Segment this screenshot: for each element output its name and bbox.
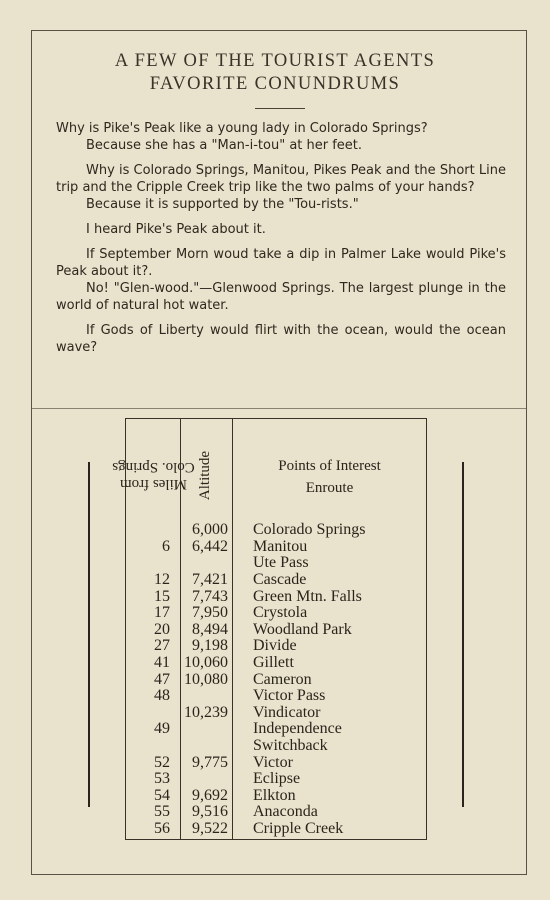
- point-cell: Cripple Creek: [253, 819, 344, 837]
- section-divider: [32, 408, 526, 409]
- joke-question: Why is Colorado Springs, Manitou, Pikes Peak and the Short Line trip and the Cripple Creek trip like the two palms of your hands?: [56, 163, 506, 195]
- title-line-1: A FEW OF THE TOURIST AGENTS: [114, 51, 436, 71]
- altitude-header-text: Altitude: [197, 450, 214, 500]
- joke-answer: No! "Glen-wood."—Glenwood Springs. The largest plunge in the world of natural hot water.: [56, 281, 506, 313]
- miles-cell: 54: [154, 786, 170, 804]
- altitude-cell: 6,442: [192, 537, 228, 555]
- miles-cell: 6: [162, 537, 170, 555]
- table-row: [127, 638, 425, 655]
- points-column-header: [233, 455, 426, 499]
- table-row: [127, 655, 425, 672]
- table-row: [127, 754, 425, 771]
- table-body: [127, 522, 425, 837]
- altitude-cell: 10,239: [184, 703, 228, 721]
- altitude-cell: 9,692: [192, 786, 228, 804]
- conundrum-list: [56, 120, 506, 364]
- miles-cell: 56: [154, 819, 170, 837]
- table-row: [127, 572, 425, 589]
- point-cell: Green Mtn. Falls: [253, 587, 362, 605]
- table-row: [127, 721, 425, 738]
- point-cell: Gillett: [253, 654, 294, 672]
- table-row: [127, 522, 425, 539]
- table-row: [127, 622, 425, 639]
- point-cell: Victor: [253, 753, 293, 771]
- miles-cell: 20: [154, 620, 170, 638]
- page-title: [0, 50, 550, 96]
- table-row: [127, 771, 425, 788]
- miles-cell: 15: [154, 587, 170, 605]
- altitude-cell: 7,743: [192, 587, 228, 605]
- joke-question: Why is Pike's Peak like a young lady in Colorado Springs?: [56, 121, 428, 136]
- point-cell: Anaconda: [253, 803, 318, 821]
- altitude-cell: 9,516: [192, 803, 228, 821]
- miles-cell: 27: [154, 637, 170, 655]
- table-row: [127, 738, 425, 755]
- altitude-cell: 9,198: [192, 637, 228, 655]
- title-line-2: FAVORITE CONUNDRUMS: [149, 74, 401, 94]
- miles-column-header: [111, 425, 195, 525]
- point-cell: Crystola: [253, 604, 308, 622]
- miles-header-text: Miles from Colo. Springs: [111, 459, 195, 492]
- miles-cell: 12: [154, 571, 170, 589]
- point-cell: Independence: [253, 720, 342, 738]
- altitude-cell: 9,775: [192, 753, 228, 771]
- title-divider: [255, 108, 305, 109]
- miles-cell: 17: [154, 604, 170, 622]
- joke-answer: Because it is supported by the "Tou-rists.": [86, 197, 359, 212]
- miles-cell: 48: [154, 687, 170, 705]
- table-row: [127, 605, 425, 622]
- left-margin-rule: [88, 462, 90, 807]
- point-cell: Vindicator: [253, 703, 321, 721]
- miles-cell: 53: [154, 770, 170, 788]
- miles-cell: 47: [154, 670, 170, 688]
- miles-cell: 55: [154, 803, 170, 821]
- table-row: [127, 555, 425, 572]
- table-row: [127, 588, 425, 605]
- point-cell: Colorado Springs: [253, 521, 366, 539]
- altitude-cell: 7,950: [192, 604, 228, 622]
- joke-answer: Because she has a "Man-i-tou" at her feet.: [86, 138, 363, 153]
- altitude-column-header: [181, 425, 231, 525]
- point-cell: Elkton: [253, 786, 296, 804]
- altitude-cell: 6,000: [192, 521, 228, 539]
- miles-cell: 41: [154, 654, 170, 672]
- point-cell: Divide: [253, 637, 297, 655]
- points-header-line-1: Points of Interest: [278, 458, 381, 474]
- joke-question: If September Morn woud take a dip in Palmer Lake would Pike's Peak about it?.: [56, 247, 506, 279]
- table-row: [127, 804, 425, 821]
- point-cell: Manitou: [253, 537, 308, 555]
- point-cell: Switchback: [253, 737, 328, 755]
- point-cell: Ute Pass: [253, 554, 309, 572]
- table-row: [127, 688, 425, 705]
- joke-question: If Gods of Liberty would flirt with the ocean, would the ocean wave?: [56, 323, 506, 355]
- miles-cell: 52: [154, 753, 170, 771]
- altitude-cell: 10,060: [184, 654, 228, 672]
- miles-cell: 49: [154, 720, 170, 738]
- point-cell: Eclipse: [253, 770, 301, 788]
- table-row: [127, 671, 425, 688]
- joke-question: I heard Pike's Peak about it.: [86, 222, 266, 237]
- points-header-line-2: Enroute: [305, 480, 354, 496]
- table-row: [127, 821, 425, 838]
- table-row: [127, 539, 425, 556]
- point-cell: Victor Pass: [253, 687, 326, 705]
- point-cell: Woodland Park: [253, 620, 352, 638]
- altitude-cell: 10,080: [184, 670, 228, 688]
- table-row: [127, 788, 425, 805]
- right-margin-rule: [462, 462, 464, 807]
- altitude-cell: 7,421: [192, 571, 228, 589]
- table-row: [127, 705, 425, 722]
- altitude-cell: 9,522: [192, 819, 228, 837]
- point-cell: Cascade: [253, 571, 307, 589]
- altitude-cell: 8,494: [192, 620, 228, 638]
- point-cell: Cameron: [253, 670, 312, 688]
